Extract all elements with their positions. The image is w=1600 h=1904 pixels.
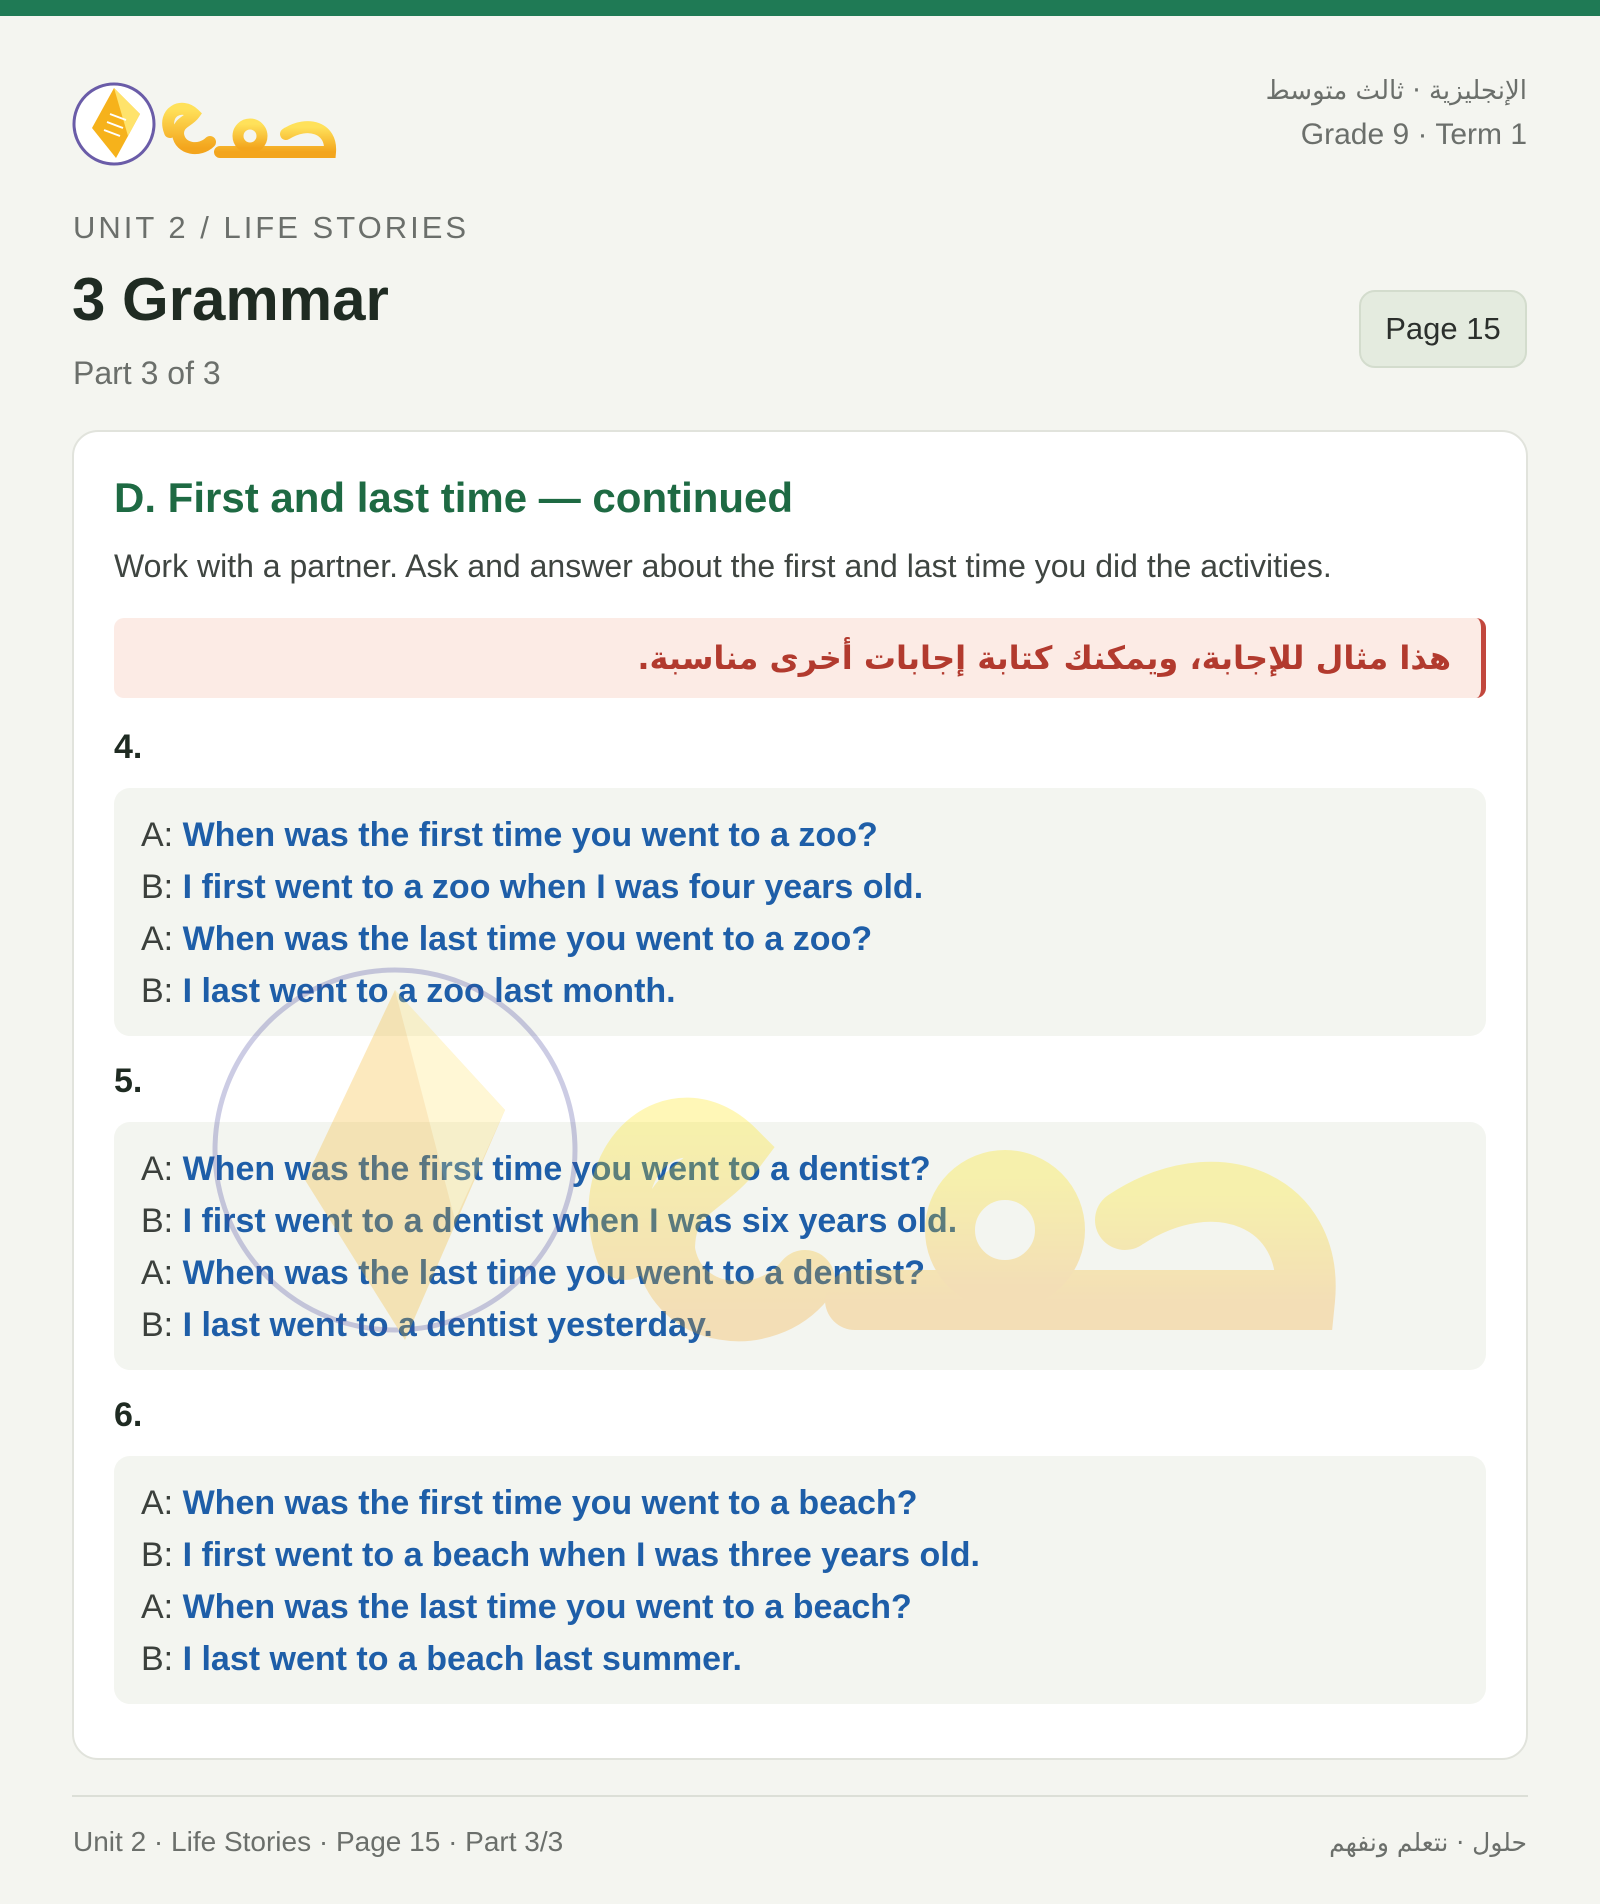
subject-arabic: الإنجليزية · ثالث متوسط	[1265, 76, 1527, 106]
dialogue-line	[141, 1247, 1486, 1299]
dialogue-box	[114, 1456, 1486, 1704]
section-title: D. First and last time — continued	[114, 474, 794, 521]
top-bar	[0, 0, 1600, 16]
dialogue-line	[141, 861, 1486, 913]
answer-text: When was the last time you went to a dentist?	[182, 1254, 925, 1292]
answer-text: When was the last time you went to a zoo?	[182, 920, 873, 958]
speaker-label: B:	[141, 1640, 174, 1678]
dialogue-line	[141, 1529, 1486, 1581]
dialogue-line	[141, 965, 1486, 1017]
hulul-logo	[70, 62, 340, 174]
speaker-label: A:	[141, 1484, 174, 1522]
page-badge: Page 15	[1359, 290, 1527, 368]
footer-breadcrumb: Unit 2 · Life Stories · Page 15 · Part 3/3	[73, 1826, 564, 1857]
speaker-label: B:	[141, 868, 174, 906]
answer-text: I last went to a zoo last month.	[182, 972, 676, 1010]
speaker-label: B:	[141, 1306, 174, 1344]
footer-brand: حلول · نتعلم ونفهم	[1329, 1828, 1527, 1857]
dialogue-line	[141, 913, 1486, 965]
dialogue-box	[114, 788, 1486, 1036]
answer-text: When was the first time you went to a beach?	[182, 1484, 918, 1522]
answer-text: When was the first time you went to a zoo?	[182, 816, 878, 854]
dialogue-line	[141, 1581, 1486, 1633]
dialogue-line	[141, 1143, 1486, 1195]
answer-text: I last went to a beach last summer.	[182, 1640, 742, 1678]
speaker-label: B:	[141, 1202, 174, 1240]
answer-text: I first went to a zoo when I was four years old.	[182, 868, 924, 906]
speaker-label: A:	[141, 816, 174, 854]
exercise-number: 4.	[114, 728, 143, 766]
answer-text: When was the last time you went to a beach?	[182, 1588, 912, 1626]
answer-text: When was the first time you went to a dentist?	[182, 1150, 931, 1188]
dialogue-line	[141, 809, 1486, 861]
dialogue-box	[114, 1122, 1486, 1370]
answer-text: I first went to a dentist when I was six years old.	[182, 1202, 958, 1240]
exercise-number: 5.	[114, 1062, 143, 1100]
page-title: 3 Grammar	[72, 266, 389, 333]
dialogue-line	[141, 1299, 1486, 1351]
speaker-label: A:	[141, 920, 174, 958]
grade-term: Grade 9 · Term 1	[1300, 118, 1527, 151]
part-indicator: Part 3 of 3	[73, 355, 221, 391]
speaker-label: B:	[141, 972, 174, 1010]
answer-text: I first went to a beach when I was three years old.	[182, 1536, 980, 1574]
answer-text: I last went to a dentist yesterday.	[182, 1306, 713, 1344]
answer-note-text: هذا مثال للإجابة، ويمكنك كتابة إجابات أخرى مناسبة.	[637, 639, 1451, 677]
exercise-number: 6.	[114, 1396, 143, 1434]
dialogue-line	[141, 1633, 1486, 1685]
speaker-label: B:	[141, 1536, 174, 1574]
speaker-label: A:	[141, 1254, 174, 1292]
section-instruction: Work with a partner. Ask and answer about the first and last time you did the activities.	[114, 548, 1332, 584]
breadcrumb: UNIT 2 / LIFE STORIES	[73, 210, 470, 245]
dialogue-line	[141, 1195, 1486, 1247]
speaker-label: A:	[141, 1150, 174, 1188]
course-meta	[1266, 76, 1527, 152]
speaker-label: A:	[141, 1588, 174, 1626]
dialogue-line	[141, 1477, 1486, 1529]
answer-note	[114, 618, 1486, 698]
footer-divider	[72, 1795, 1528, 1797]
